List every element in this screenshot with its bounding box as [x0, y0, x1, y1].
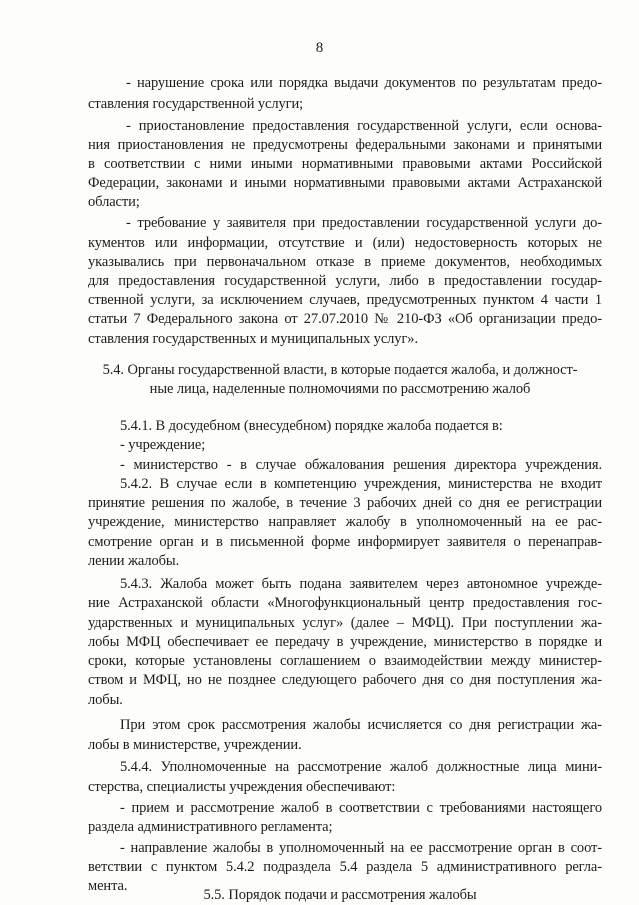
- text-line: лении жалобы.: [88, 553, 180, 569]
- text-line: ние Астраханской области «Многофункциональный центр предоставления гос-: [88, 595, 602, 611]
- text-line: в соответствии с ними иными нормативными правовыми актами Российской: [88, 156, 602, 172]
- text-line: принятие решения по жалобе, в течение 3 рабочих дней со дня ее регистрации: [88, 495, 602, 511]
- text-line: - направление жалобы в уполномоченный на ее рассмотрение орган в соот-: [120, 840, 602, 856]
- text-line: лобы в министерстве, учреждении.: [88, 737, 302, 753]
- text-line: стерства, специалисты учреждения обеспечивают:: [88, 779, 396, 795]
- text-line: 5.4.2. В случае если в компетенцию учреждения, министерства не входит: [120, 476, 602, 492]
- text-line: При этом срок рассмотрения жалобы исчисляется со дня регистрации жа-: [120, 717, 602, 733]
- text-line: мента.: [88, 878, 128, 894]
- text-line: лобы МФЦ обеспечивает ее передачу в учреждение, министерство в порядке и: [88, 634, 602, 650]
- text-line: 5.4.1. В досудебном (внесудебном) порядке жалоба подается в:: [120, 418, 503, 434]
- section-heading: ные лица, наделенные полномочиями по рассмотрению жалоб: [149, 381, 531, 397]
- page-number: 8: [315, 40, 324, 56]
- text-line: учреждение, министерство направляет жалобу в уполномоченный на ее рас-: [88, 514, 602, 530]
- section-heading: 5.5. Порядок подачи и рассмотрения жалобы: [203, 887, 477, 903]
- text-line: 5.4.3. Жалоба может быть подана заявителем через автономное учрежде-: [120, 576, 602, 592]
- text-line: - министерство - в случае обжалования решения директора учреждения.: [120, 457, 602, 473]
- text-line: лобы.: [88, 692, 123, 708]
- text-line: для предоставления государственной услуги, либо в предоставлении государ-: [88, 273, 602, 289]
- text-line: ственной услуги, за исключением случаев, предусмотренных пунктом 4 части 1: [88, 292, 602, 308]
- text-line: ветствии с пунктом 5.4.2 подраздела 5.4 раздела 5 административного регла-: [88, 859, 602, 875]
- text-line: - требование у заявителя при предоставлении государственной услуги до-: [126, 215, 602, 231]
- text-line: раздела административного регламента;: [88, 819, 333, 835]
- section-heading: 5.4. Органы государственной власти, в которые подается жалоба, и должност-: [102, 362, 578, 378]
- text-line: ставления государственной услуги;: [88, 96, 304, 112]
- text-line: статьи 7 Федерального закона от 27.07.2010 № 210-ФЗ «Об организации предо-: [88, 311, 602, 327]
- text-line: области;: [88, 194, 140, 210]
- text-line: ством и МФЦ, но не позднее следующего рабочего дня со дня поступления жа-: [88, 672, 602, 688]
- text-line: 5.4.4. Уполномоченные на рассмотрение жалоб должностные лица мини-: [120, 759, 602, 775]
- text-line: ния приостановления не предусмотрены федеральными законами и принятыми: [88, 137, 602, 153]
- text-line: - нарушение срока или порядка выдачи документов по результатам предо-: [126, 75, 602, 91]
- text-line: ставления государственных и муниципальных услуг».: [88, 331, 418, 347]
- text-line: кументов или информации, отсутствие и (или) недостоверность которых не: [88, 235, 602, 251]
- text-line: сроки, которые установлены соглашением о взаимодействии между министер-: [88, 653, 602, 669]
- text-line: - приостановление предоставления государственной услуги, если основа-: [126, 118, 602, 134]
- text-line: - учреждение;: [120, 437, 206, 453]
- text-line: - прием и рассмотрение жалоб в соответствии с требованиями настоящего: [120, 800, 602, 816]
- text-line: указывались при первоначальном отказе в приеме документов, необходимых: [88, 254, 602, 270]
- text-line: ударственных и муниципальных услуг» (далее – МФЦ). При поступлении жа-: [88, 615, 602, 631]
- text-line: Федерации, законами и иными нормативными правовыми актами Астраханской: [88, 175, 602, 191]
- text-line: смотрение орган и в письменной форме информирует заявителя о перенаправ-: [88, 534, 602, 550]
